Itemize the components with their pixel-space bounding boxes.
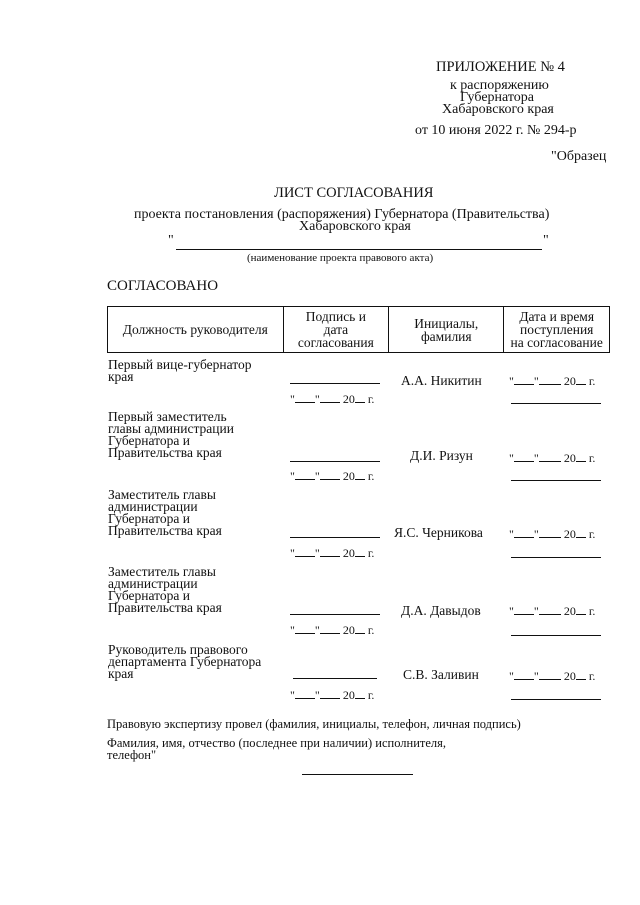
receipt-time-line[interactable]: [511, 699, 601, 700]
month-blank[interactable]: [539, 452, 561, 462]
year-blank[interactable]: [576, 670, 586, 680]
approver-name: А.А. Никитин: [401, 373, 482, 388]
day-blank[interactable]: [295, 624, 315, 634]
sheet-subtitle-1: проекта постановления (распоряжения) Губернатора (Правительства): [134, 207, 550, 222]
position-text: главы администрации: [108, 421, 234, 436]
month-blank[interactable]: [539, 605, 561, 615]
position-text: Первый заместитель: [108, 409, 227, 424]
date-quote: ": [290, 546, 295, 560]
month-blank[interactable]: [320, 470, 340, 480]
header-position: Должность руководителя: [108, 307, 284, 353]
month-blank[interactable]: [539, 670, 561, 680]
header-initials: Инициалы, фамилия: [389, 307, 504, 353]
year-suffix: г.: [588, 604, 596, 618]
annex-line-1: к распоряжению: [450, 78, 549, 93]
date-quote: ": [314, 546, 320, 560]
approval-table-header: [107, 306, 610, 353]
year-blank[interactable]: [355, 547, 365, 557]
position-text: администрации: [108, 576, 198, 591]
date-quote: ": [314, 688, 320, 702]
position-text: Правительства края: [108, 600, 222, 615]
year-prefix: 20: [563, 669, 576, 683]
receipt-date[interactable]: [509, 374, 595, 389]
executor-line-2: телефон": [107, 748, 157, 762]
position-text: края: [108, 369, 134, 384]
receipt-date[interactable]: [509, 527, 595, 542]
executor-line-1: Фамилия, имя, отчество (последнее при наличии) исполнителя,: [107, 736, 447, 750]
date-quote: ": [509, 669, 514, 683]
signature-date[interactable]: [290, 688, 374, 703]
position-text: Первый вице-губернатор: [108, 357, 252, 372]
date-quote: ": [533, 669, 539, 683]
date-quote: ": [509, 451, 514, 465]
position-text: Заместитель главы: [108, 564, 216, 579]
signature-line[interactable]: [290, 383, 380, 384]
month-blank[interactable]: [539, 528, 561, 538]
year-prefix: 20: [342, 623, 355, 637]
date-quote: ": [290, 469, 295, 483]
signature-date[interactable]: [290, 392, 374, 407]
sample-label: "Образец: [551, 149, 607, 164]
receipt-date[interactable]: [509, 604, 595, 619]
year-prefix: 20: [563, 451, 576, 465]
year-suffix: г.: [588, 527, 596, 541]
signature-date[interactable]: [290, 469, 374, 484]
month-blank[interactable]: [320, 624, 340, 634]
sheet-subtitle-2: Хабаровского края: [299, 219, 411, 234]
approved-label: СОГЛАСОВАНО: [107, 278, 219, 294]
year-suffix: г.: [367, 546, 375, 560]
receipt-time-line[interactable]: [511, 403, 601, 404]
annex-line-3: Хабаровского края: [442, 102, 554, 117]
act-name-caption: (наименование проекта правового акта): [247, 252, 434, 264]
date-quote: ": [533, 527, 539, 541]
date-quote: ": [314, 392, 320, 406]
position-text: Руководитель правового: [108, 642, 248, 657]
year-prefix: 20: [342, 469, 355, 483]
date-quote: ": [314, 623, 320, 637]
position-text: администрации: [108, 499, 198, 514]
year-blank[interactable]: [355, 689, 365, 699]
annex-line-2: Губернатора: [460, 90, 535, 105]
date-quote: ": [509, 527, 514, 541]
annex-date-number: от 10 июня 2022 г. № 294-р: [415, 123, 577, 138]
month-blank[interactable]: [539, 375, 561, 385]
date-quote: ": [314, 469, 320, 483]
date-quote: ": [509, 374, 514, 388]
day-blank[interactable]: [295, 689, 315, 699]
year-blank[interactable]: [355, 470, 365, 480]
position-text: Правительства края: [108, 523, 222, 538]
signature-date[interactable]: [290, 623, 374, 638]
receipt-time-line[interactable]: [511, 480, 601, 481]
date-quote: ": [533, 374, 539, 388]
year-prefix: 20: [563, 374, 576, 388]
year-prefix: 20: [342, 546, 355, 560]
signature-line[interactable]: [290, 461, 380, 462]
annex-title: ПРИЛОЖЕНИЕ № 4: [436, 59, 565, 75]
act-name-line: [176, 249, 542, 250]
position-text: Губернатора и: [108, 588, 190, 603]
position-text: Губернатора и: [108, 511, 190, 526]
legal-review-line: Правовую экспертизу провел (фамилия, инициалы, телефон, личная подпись): [107, 717, 521, 731]
year-suffix: г.: [588, 374, 596, 388]
day-blank[interactable]: [295, 393, 315, 403]
day-blank[interactable]: [514, 375, 534, 385]
year-blank[interactable]: [576, 375, 586, 385]
date-quote: ": [290, 623, 295, 637]
year-blank[interactable]: [576, 605, 586, 615]
executor-signature-line[interactable]: [302, 774, 413, 775]
signature-date[interactable]: [290, 546, 374, 561]
day-blank[interactable]: [295, 547, 315, 557]
date-quote: ": [533, 604, 539, 618]
year-prefix: 20: [342, 392, 355, 406]
quote-open: ": [168, 233, 174, 248]
year-suffix: г.: [367, 688, 375, 702]
year-suffix: г.: [588, 669, 596, 683]
year-suffix: г.: [367, 392, 375, 406]
receipt-time-line[interactable]: [511, 557, 601, 558]
year-suffix: г.: [367, 623, 375, 637]
year-prefix: 20: [563, 604, 576, 618]
position-text: Заместитель главы: [108, 487, 216, 502]
year-prefix: 20: [342, 688, 355, 702]
day-blank[interactable]: [514, 528, 534, 538]
approver-name: Д.И. Ризун: [410, 448, 473, 463]
date-quote: ": [509, 604, 514, 618]
year-suffix: г.: [588, 451, 596, 465]
approver-name: С.В. Заливин: [403, 667, 479, 682]
signature-line[interactable]: [290, 537, 380, 538]
year-suffix: г.: [367, 469, 375, 483]
year-blank[interactable]: [576, 528, 586, 538]
quote-close: ": [543, 233, 549, 248]
position-text: края: [108, 666, 134, 681]
month-blank[interactable]: [320, 689, 340, 699]
date-quote: ": [533, 451, 539, 465]
year-blank[interactable]: [576, 452, 586, 462]
position-text: Правительства края: [108, 445, 222, 460]
day-blank[interactable]: [514, 605, 534, 615]
day-blank[interactable]: [295, 470, 315, 480]
header-signature: Подпись и дата согласования: [283, 307, 389, 353]
receipt-date[interactable]: [509, 451, 595, 466]
day-blank[interactable]: [514, 452, 534, 462]
signature-line[interactable]: [293, 678, 377, 679]
year-blank[interactable]: [355, 624, 365, 634]
month-blank[interactable]: [320, 547, 340, 557]
year-blank[interactable]: [355, 393, 365, 403]
year-prefix: 20: [563, 527, 576, 541]
date-quote: ": [290, 392, 295, 406]
signature-line[interactable]: [290, 614, 380, 615]
sheet-title: ЛИСТ СОГЛАСОВАНИЯ: [274, 185, 434, 201]
approver-name: Д.А. Давыдов: [401, 603, 481, 618]
receipt-date[interactable]: [509, 669, 595, 684]
date-quote: ": [290, 688, 295, 702]
month-blank[interactable]: [320, 393, 340, 403]
header-date: Дата и время поступления на согласование: [504, 307, 610, 353]
approver-name: Я.С. Черникова: [394, 525, 483, 540]
day-blank[interactable]: [514, 670, 534, 680]
position-text: Губернатора и: [108, 433, 190, 448]
receipt-time-line[interactable]: [511, 635, 601, 636]
position-text: департамента Губернатора: [108, 654, 262, 669]
